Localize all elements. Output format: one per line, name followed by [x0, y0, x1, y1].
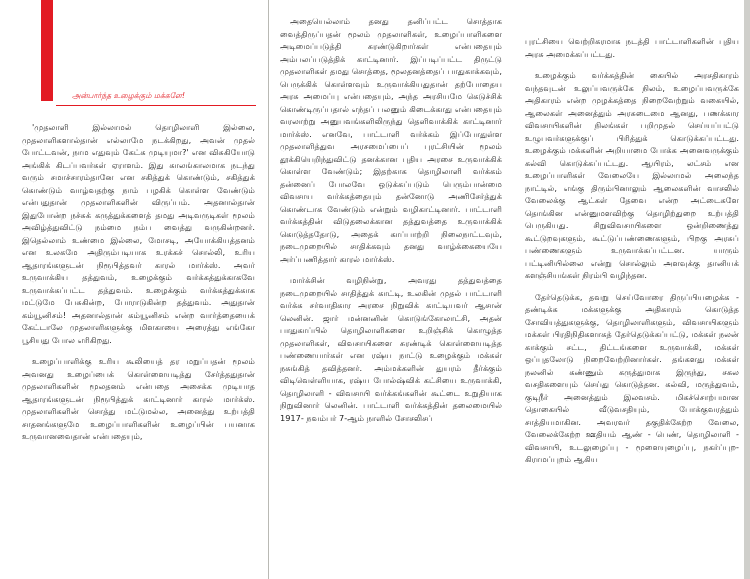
right-page [268, 0, 745, 579]
paragraph: புரட்சியை வெற்றிகரமாக நடத்தி பாட்டாளிகளின் புதிய அரசு அமைக்கப்பட்டது. [525, 36, 739, 59]
column-3 [525, 35, 739, 579]
kicker-underline [56, 105, 256, 106]
paragraph: அதையெல்லாம் தனது தனிப்பட்ட சொத்தாக வைத்திருப்பதன் மூலம் முதலாளிகள், உழைப்பாளிகளை அடிமைப்படுத்தி சுரண்டுகிறார்கள் என்பதையும் அம்பலப்படுத்திக் காட்டினார். இப்படிப்பட்ட திருட்டு முதலாளிகள் தமது சொத்தை, மூலதனத்தைப் பாதுகாக்கவும், பெருக்கிக் கொள்ளவும் உருவாக்கியதுதான் தற்போதைய அரசு அமைப்பு என்பதையும், அந்த அரசியமே கெடுச்சிக் கொண்டிருப்பதால் எந்தப் பலனும் கிடைக்காது என்பதையும் வரலாற்று அனுபவங்களிலிருந்து தெளிவாக்கிக் காட்டினார் மார்க்ஸ். எனவே, பாட்டாளி வர்க்கம் இப்போதுள்ள முதலாளித்துவ அரசமைப்பைப் புரட்சியின் மூலம் தூக்கியெறிந்துவிட்டு தனக்கான புதிய அரசை உருவாக்கிக் கொள்ள வேண்டும்; இதற்காக தொழிலாளி வர்க்கம் தன்னைப் போலவே ஒடுக்கப்படும் பெரும்பான்மை விவசாய வர்க்கத்தையும் தன்னோடு அணிசேர்த்துக் கொண்டாக வேண்டும் என்றும் வழிகாட்டினார். பாட்டாளி வர்க்கத்தின் விடுதலைக்கான தத்துவத்தை உருவாக்கிக் கொடுத்ததோடு, அதைக் காப்பாற்றி நிலைநாட்டவும், நடைமுறையில் சாதிக்கவும் தனது வாழ்க்கையையே அர்ப்பணித்தார் காரல் மார்க்ஸ். [280, 16, 502, 264]
paragraph: உழைப்பாளிக்கு உரிய கூலியைத் தர மறுப்பதன் மூலம் அவனது உழைப்பைக் கொள்ளையடித்து சேர்த்ததுதான் முதலாளிகளின் மூலதனம் என்பதை அசைக்க முடியாத ஆதாரங்களுடன் நிரூபித்துக் காட்டினார் காரல் மார்க்ஸ். முதலாளிகளின் சொத்து மட்டுமல்ல, அனைத்து உற்பத்தி சாதனங்களுமே உழைப்பாளிகளின் உழைப்பின் பயனாக உருவானவைதான் என்பதையும், [22, 356, 255, 441]
page-edge-strip [744, 0, 750, 579]
paragraph: தேர்தெடுக்க, தவறு செய்வோரை திருப்பியழைக்க - தண்டிக்க மக்களுக்கு அதிகாரம் கொடுத்த சோவியத்துகளுக்கு, தொழிலாளிகளும், விவசாயிகளும் மக்கள் பிரதிநிதிகளாகத் தேர்தெடுக்கப்பட்டு, மக்கள் நலன் காக்கும் சட்ட, திட்டங்களை உருவாக்கி, மக்கள் ஒப்புதலோடு நிறைவேற்றினார்கள். தங்களது மக்கள் நலனில் கண்ணும் கருத்துமாக இருந்து, சகல வசதிகளையும் செய்து கொடுத்தன. கல்வி, மருத்துவம், குடிநீர் அனைத்தும் இலவசம். மிகச்சொற்பமான தொகையில் வீடுவசதியும், போக்குவரத்தும் சாத்தியமாகின. அவரவர் தகுதிக்கேற்ற வேலை, வேலைக்கேற்ற ஊதியம் ஆண் - பெண், தொழிலாளி - விவசாயி, உடலுழைப்பு - மூளையுழைப்பு, நகர்ப்புற-கிராமப்புறம் ஆகிய [525, 291, 739, 464]
column-1 [22, 121, 255, 579]
column-2 [280, 15, 502, 579]
paragraph: 'முதலாளி இல்லாமல் தொழிலாளி இல்லை, முதலாளிகளால்தான் எல்லாமே நடக்கிறது, அவன் முதல் போட்டவன், நாம எதுவும் கேட்க முடியுமா?' என விசுகியோடு அங்கிக் கிடப்பவர்கள் ஏராளம். இது காலங்காலமாக நடந்து வரும் சமாச்சாரம்தானே என சகித்துக் கொண்டும், சகித்துக் கொண்டும் வாழ்வதற்கு நாம் பழகிக் கொள்ள வேண்டும் என்பதுதான் முதலாளிகளின் விருப்பம். அதனால்தான் இதுபோன்ற நச்சுக் கருத்துக்களைத் தமது அடிவருடிகள் மூலம் அவிழ்த்துவிட்டு நம்மை நம்ப வைத்து வருகின்றனர். இதெல்லாம் உண்மை இல்லை, மோசடி, அயோக்கியத்தனம் என உலகமே அதிரும்படியாக உரக்கச் சொல்லி, உரிய ஆதாரங்களுடன் நிரூபித்தவர் காரல் மார்க்ஸ். அவர் உருவாக்கிய தத்துவம், உழைக்கும் வர்க்கத்துக்காகவே உருவாக்கப்பட்ட தத்துவம். உழைக்கும் வர்க்கத்துக்காக மட்டுமே பேசுகின்ற, போராடுகின்ற தத்துவம். அதுதான் கம்யூனிசம்! அதனால்தான் கம்யூனிசம் என்ற வார்த்தையைக் கேட்டாலே முதலாளிகளுக்கு மிளகாயை அரைத்து எங்கோ பூசியது போல எரிகிறது. [22, 122, 255, 345]
article-kicker: அன்பார்ந்த உழைக்கும் மக்களே! [72, 91, 186, 100]
left-page [0, 0, 268, 579]
paragraph: உழைக்கும் வர்க்கத்தின் கையில் அரசதிகாரம் வந்தவுடன் உலுப்பவருக்கே நிலம், உழைப்பவருக்கே அதிகாரம் என்ற முழக்கத்தை நிறைவேற்றும் வகையில், ஆலைகள் அனைத்தும் அரசுடைமை ஆனது, பணக்கார விவசாயிகளின் நிலங்கள் பறிமுதல் செய்யப்பட்டு உழுபவர்களுக்குப் பிரித்துக் கொடுக்கப்பட்டது. உழைக்கும் மக்களின் அறியாமை போக்க அனைவருக்கும் கல்வி கொடுக்கப்பட்டது. ஆயிரம், லட்சம் என உழைப்பாளிகள் வேலையே இல்லாமல் அலைந்த நாட்டில், எங்கு திரும்பினாலும் ஆலைகளின் வாசலில் வேலைக்கு ஆட்கள் தேவை என்ற அட்டைகளே தொங்கின என்னுமளவிற்கு தொழிற்துறை உற்பத்தி பெருகியது. சிறுவிவசாயிகளை ஒன்றிணைத்து கூட்டுறவுகளும், கூட்டுப்பண்ணைகளும், பிறகு அரசுப் பண்ணைகளும் உருவாக்கப்பட்டன. யாரும் பட்டினியில்லை என்று சொல்லும் அளவுக்கு தானியக் களஞ்சியங்கள் நிரம்பி வழிந்தன. [525, 70, 739, 280]
red-accent-bar [41, 0, 53, 101]
paragraph: மார்க்சின் வழிநின்று, அவரது தத்துவத்தை நடைமுறையில் சாதித்துக் காட்டி, உலகின் முதல் பாட்டாளி வர்க்க சர்வாதிகார அரசை நிறுவிக் காட்டியவர் ஆசான் லெனின். ஜார் மன்னனின் கொடுங்கோலாட்சி, அதன் பாதுகாப்பில் தொழிலாளிகளை உறிஞ்சிக் கொழுத்த முதலாளிகள், விவசாயிகளை சுரண்டிக் கொள்ளையடித்த பண்ணையார்கள் என ரஷ்ய நாட்டு உழைக்கும் மக்கள் நசுங்கித் தவித்தனர். அம்மக்களின் துயரம் தீர்க்கும் விடிவெள்ளியாக, ரஷ்ய போல்ஷ்விக் கட்சியை உருவாக்கி, தொழிலாளி - விவசாயி வர்க்கங்களின் கூட்டை உறுதியாக நிறுவினார் லெனின். பாட்டாளி வர்க்கத்தின் தலைமையில் 1917- நவம்பர் 7-ஆம் நாளில் சோசலிசப் [280, 275, 502, 423]
